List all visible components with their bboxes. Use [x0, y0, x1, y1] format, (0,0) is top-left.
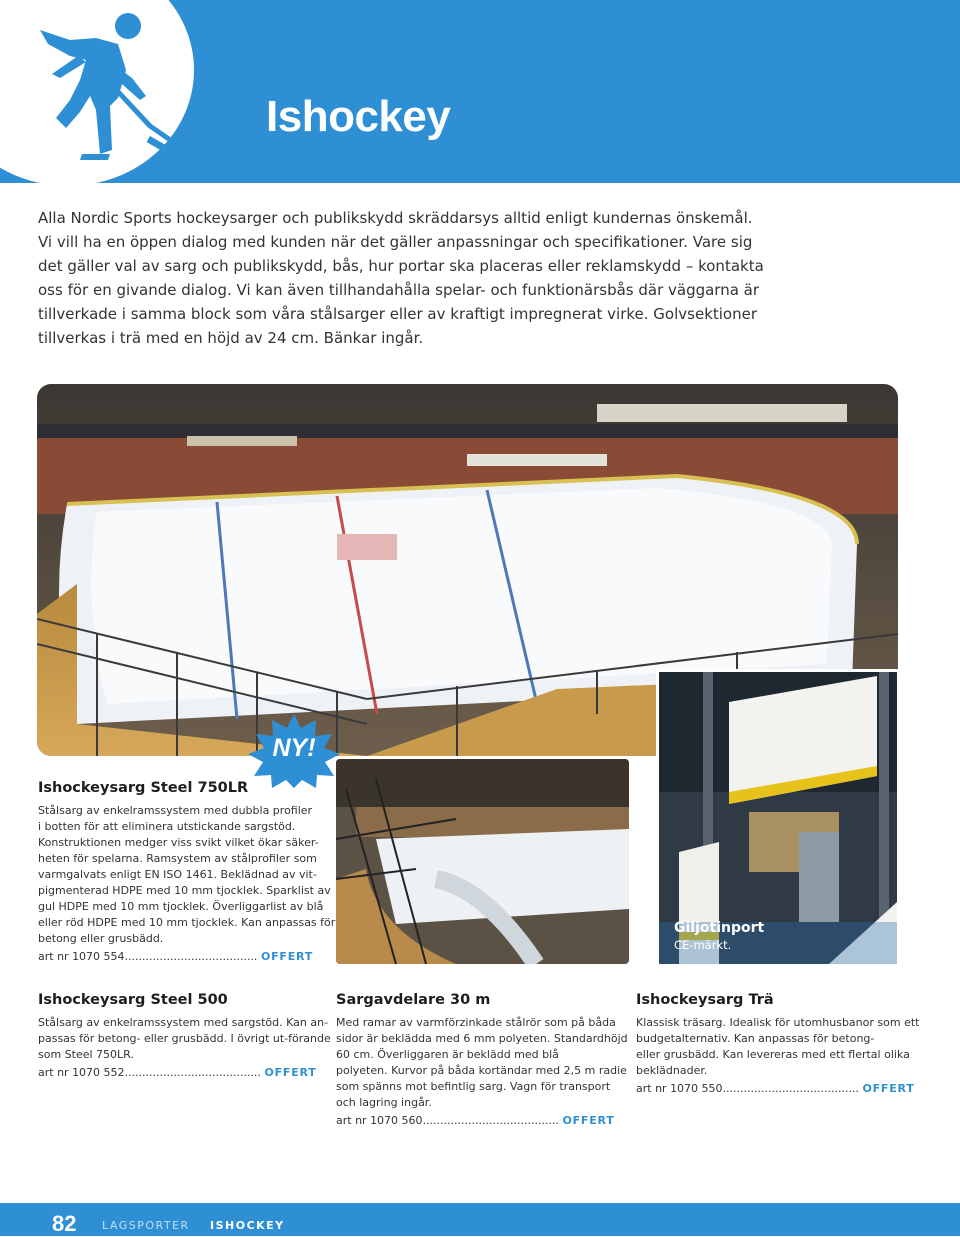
gate-caption-subtitle: CE-märkt. [674, 938, 732, 952]
intro-line: tillverkas i trä med en höjd av 24 cm. Bänkar ingår. [38, 329, 424, 347]
description-line: Med ramar av varmförzinkade stålrör som på båda [336, 1016, 616, 1029]
footer-topic-label: ISHOCKEY [210, 1219, 285, 1232]
intro-line: Vi vill ha en öppen dialog med kunden när det gäller anpassningar och specifikationer. Vare sig [38, 233, 753, 251]
description-line: beklädnader. [636, 1064, 708, 1077]
article-number: art nr 1070 552 [38, 1066, 125, 1079]
article-number: art nr 1070 554 [38, 950, 125, 963]
product-description [636, 1015, 919, 1079]
product-description [336, 1015, 628, 1111]
description-line: varmgalvats enligt EN ISO 1461. Beklädnad av vit- [38, 868, 317, 881]
product-wood [636, 992, 919, 1097]
description-line: som Steel 750LR. [38, 1048, 134, 1061]
description-line: i botten för att eliminera utstickande sargstöd. [38, 820, 296, 833]
offer-link[interactable]: OFFERT [264, 1066, 317, 1079]
product-steel-500 [38, 992, 331, 1081]
product-description [38, 803, 335, 947]
description-line: Konstruktionen medger viss svikt vilket ökar säker- [38, 836, 319, 849]
footer-section-label: LAGSPORTER [102, 1219, 190, 1232]
description-line: eller grusbädd. Kan levereras med ett flertal olika [636, 1048, 910, 1061]
gate-caption-title: Giljotinport [674, 920, 765, 936]
divider-illustration [336, 759, 629, 964]
product-title: Sargavdelare 30 m [336, 992, 491, 1008]
product-title: Ishockeysarg Steel 500 [38, 992, 228, 1008]
product-title: Ishockeysarg Steel 750LR [38, 780, 249, 796]
hockey-player-icon [0, 0, 200, 180]
intro-line: tillverkade i samma block som våra stålsarger eller av kraftigt impregnerat virke. Golvsektioner [38, 305, 758, 323]
description-line: budgetalternativ. Kan anpassas för betong- [636, 1032, 875, 1045]
gate-caption [674, 920, 764, 952]
description-line: betong eller grusbädd. [38, 932, 164, 945]
intro-paragraph [38, 206, 764, 350]
description-line: passas för betong- eller grusbädd. I övrigt ut-förande [38, 1032, 331, 1045]
article-number: art nr 1070 560 [336, 1114, 423, 1127]
product-description [38, 1015, 331, 1063]
description-line: och lagring ingår. [336, 1096, 432, 1109]
intro-line: Alla Nordic Sports hockeysarger och publikskydd skräddarsys alltid enligt kundernas önskemål. [38, 209, 753, 227]
description-line: heten för spelarna. Ramsystem av stålprofiler som [38, 852, 317, 865]
article-number: art nr 1070 550 [636, 1082, 723, 1095]
intro-line: oss för en givande dialog. Vi kan även tillhandahålla spelar- och funktionärsbås där väggarna är [38, 281, 760, 299]
offer-link[interactable]: OFFERT [562, 1114, 615, 1127]
offer-link[interactable]: OFFERT [862, 1082, 915, 1095]
description-line: som spänns mot befintlig sarg. Vagn för transport [336, 1080, 611, 1093]
description-line: sidor är beklädda med 6 mm polyeten. Standardhöjd [336, 1032, 628, 1045]
description-line: eller röd HDPE med 10 mm tjocklek. Kan anpassas för [38, 916, 336, 929]
description-line: Stålsarg av enkelramssystem med sargstöd. Kan an- [38, 1016, 329, 1029]
article-row [38, 949, 335, 965]
leader-dots: ...................................... [124, 950, 258, 963]
product-steel-750lr [38, 780, 335, 965]
product-title: Ishockeysarg Trä [636, 992, 774, 1008]
description-line: polyeten. Kurvor på båda kortändar med 2,5 m radie [336, 1064, 627, 1077]
description-line: 60 cm. Överliggaren är beklädd med blå [336, 1048, 559, 1061]
description-line: pigmenterad HDPE med 10 mm tjocklek. Sparklist av [38, 884, 331, 897]
leader-dots: ....................................... [124, 1066, 261, 1079]
new-badge-label: NY! [272, 734, 316, 762]
leader-dots: ....................................... [422, 1114, 559, 1127]
description-line: Stålsarg av enkelramssystem med dubbla profiler [38, 804, 313, 817]
article-row [636, 1081, 919, 1097]
leader-dots: ....................................... [722, 1082, 859, 1095]
product-divider [336, 992, 628, 1129]
article-row [38, 1065, 331, 1081]
new-badge [248, 714, 340, 788]
divider-photo [336, 759, 629, 964]
description-line: gul HDPE med 10 mm tjocklek. Överliggarlist av blå [38, 900, 324, 913]
description-line: Klassisk träsarg. Idealisk för utomhusbanor som ett [636, 1016, 920, 1029]
article-row [336, 1113, 628, 1129]
intro-line: det gäller val av sarg och publikskydd, bås, hur portar ska placeras eller reklamskydd – kontakta [38, 257, 764, 275]
page-number: 82 [52, 1211, 77, 1236]
offer-link[interactable]: OFFERT [260, 950, 314, 963]
page-title: Ishockey [266, 92, 451, 141]
